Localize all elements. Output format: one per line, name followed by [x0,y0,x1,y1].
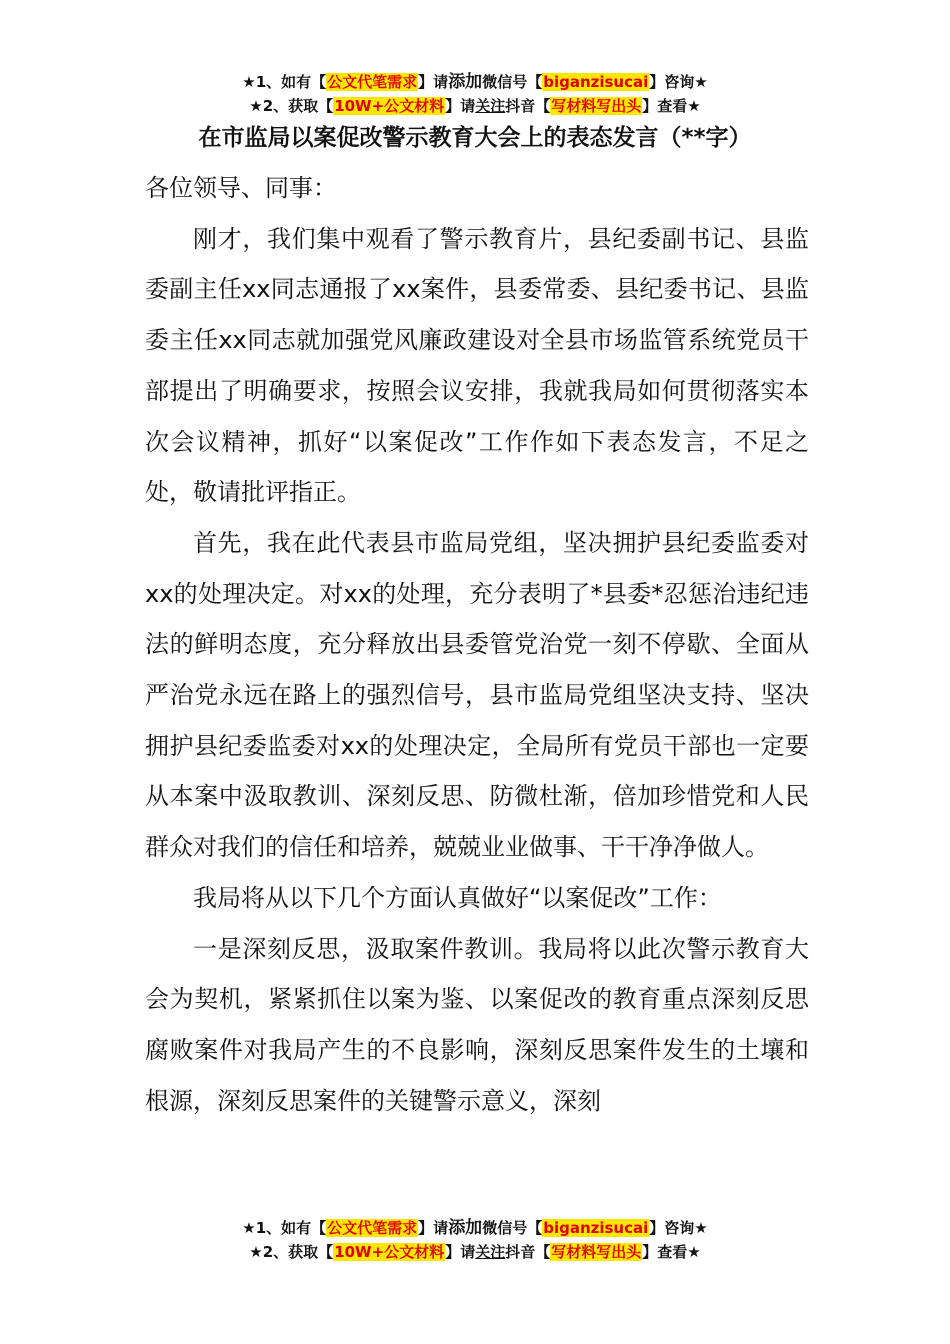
douyin-account-highlight: 写材料写出头 [551,97,642,115]
footer-promo-notice [0,1216,950,1264]
wechat-id-highlight: biganzisucai [543,73,649,91]
header-promo-notice [0,70,950,118]
promo-highlight: 10W+公文材料 [334,1243,445,1261]
promo-highlight: 10W+公文材料 [334,97,445,115]
promo-line-2: ★2、获取【10W+公文材料】请关注抖音【写材料写出头】查看★ [249,97,701,115]
document-body [145,163,809,1126]
body-paragraph: 刚才，我们集中观看了警示教育片，县纪委副书记、县监委副主任xx同志通报了xx案件，县委常委、县纪委书记、县监委主任xx同志就加强党风廉政建设对全县市场监管系统党员干部提出了明确要求，按照会议安排，我就我局如何贯彻落实本次会议精神，抓好“以案促改”工作作如下表态发言，不足之处，敬请批评指正。 [145,224,809,507]
body-paragraph: 一是深刻反思，汲取案件教训。我局将以此次警示教育大会为契机，紧紧抓住以案为鉴、以案促改的教育重点深刻反思腐败案件对我局产生的不良影响，深刻反思案件发生的土壤和根源，深刻反思案件的关键警示意义，深刻 [145,934,809,1115]
document-title: 在市监局以案促改警示教育大会上的表态发言（**字） [198,125,752,151]
salutation: 各位领导、同事： [145,174,337,202]
body-paragraph: 首先，我在此代表县市监局党组，坚决拥护县纪委监委对xx的处理决定。对xx的处理，充分表明了*县委*忍惩治违纪违法的鲜明态度，充分释放出县委管党治党一刻不停歇、全面从严治党永远在路上的强烈信号，县市监局党组坚决支持、坚决拥护县纪委监委对xx的处理决定，全局所有党员干部也一定要从本案中汲取教训、深刻反思、防微杜渐，倍加珍惜党和人民群众对我们的信任和培养，兢兢业业做事、干干净净做人。 [145,528,809,862]
promo-line-1: ★1、如有【公文代笔需求】请添加微信号【biganzisucai】咨询★ [242,1218,708,1238]
promo-line-2: ★2、获取【10W+公文材料】请关注抖音【写材料写出头】查看★ [249,1243,701,1261]
douyin-account-highlight: 写材料写出头 [551,1243,642,1261]
wechat-id-highlight: biganzisucai [543,1219,649,1237]
body-paragraph: 我局将从以下几个方面认真做好“以案促改”工作： [193,883,722,912]
promo-highlight: 公文代笔需求 [327,1219,418,1237]
promo-line-1: ★1、如有【公文代笔需求】请添加微信号【biganzisucai】咨询★ [242,72,708,92]
promo-highlight: 公文代笔需求 [327,73,418,91]
